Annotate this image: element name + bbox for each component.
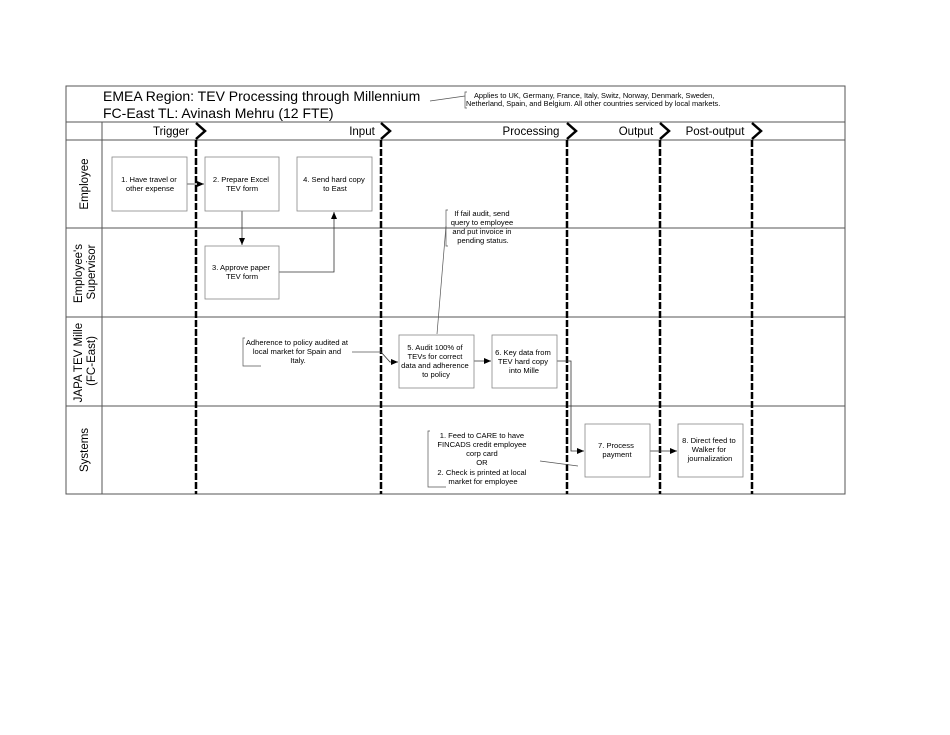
step-7-text: 7. Process payment (598, 441, 634, 459)
scope-note-line: Netherland, Spain, and Belgium. All other countries serviced by local markets. (466, 99, 721, 108)
chevron-icon (660, 123, 669, 139)
step-4-text: 4. Send hard copy to East (303, 175, 365, 193)
lane-label-employee: Employee (79, 158, 91, 210)
annotation-fail-audit: If fail audit, send query to employee and put invoice in pending status. (450, 209, 514, 245)
arrow-into-5 (381, 352, 398, 362)
phase-label-post-output: Post-output (685, 126, 745, 138)
chevron-icon (196, 123, 205, 139)
arrow-3-to-4 (279, 212, 334, 272)
lane-label-japa-tev-mille: JAPA TEV Mille (FC-East) (73, 322, 98, 403)
scope-note (430, 91, 720, 108)
step-8-text: 8. Direct feed to Walker for journalization (682, 436, 736, 463)
phase-label-output: Output (618, 126, 654, 138)
lane-label-systems: Systems (79, 427, 91, 473)
chevron-icon (381, 123, 390, 139)
annotation-policy: Adherence to policy audited at local market for Spain and Italy. (245, 338, 349, 365)
phase-chevrons (196, 123, 761, 139)
step-5-text: 5. Audit 100% of TEVs for correct data and adherence to policy (401, 343, 469, 379)
phase-label-input: Input (349, 126, 375, 138)
chevron-icon (752, 123, 761, 139)
diagram-subtitle: FC-East TL: Avinash Mehru (12 FTE) (103, 105, 334, 121)
step-6-text: 6. Key data from TEV hard copy into Mille (495, 348, 551, 375)
lane-label-supervisor: Employee's Supervisor (73, 244, 98, 304)
phase-label-trigger: Trigger (153, 126, 189, 138)
step-1-text: 1. Have travel or other expense (121, 175, 177, 193)
diagram-title: EMEA Region: TEV Processing through Millennium (103, 88, 421, 104)
leader-feed (540, 461, 578, 466)
leader-fail-audit (437, 226, 446, 334)
annotation-feed: 1. Feed to CARE to have FINCADS credit employee corp card OR 2. Check is printed at local market for employee (437, 431, 527, 486)
step-3-text: 3. Approve paper TEV form (212, 263, 270, 281)
step-2-text: 2. Prepare Excel TEV form (212, 175, 270, 193)
chevron-icon (567, 123, 576, 139)
scope-note-line: Applies to UK, Germany, France, Italy, Switz, Norway, Denmark, Sweden, (474, 91, 715, 100)
phase-label-processing: Processing (502, 126, 560, 138)
